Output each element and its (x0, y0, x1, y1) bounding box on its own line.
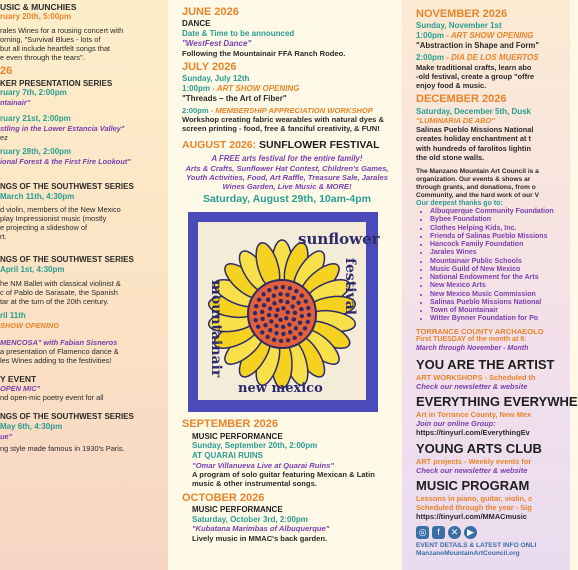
event-date: Saturday, December 5th, Dusk (416, 106, 532, 116)
sunflower-seed (288, 330, 292, 334)
sunflower-seed (253, 318, 257, 322)
section-title: TORRANCE COUNTY ARCHAEOLO (416, 326, 544, 336)
right-column (402, 0, 578, 570)
social-icons (416, 526, 570, 539)
series-title: KER PRESENTATION SERIES (0, 78, 113, 88)
month-heading: JUNE 2026 (182, 6, 239, 18)
event-title: ue" (0, 431, 13, 441)
sunflower-seed (296, 301, 300, 305)
event-desc: e projecting a slideshow of (0, 223, 88, 233)
sunflower-seed (267, 288, 271, 292)
sunflower-seed (272, 301, 276, 305)
section-desc: Scheduled through the year - Sig (416, 502, 532, 512)
event-desc: Make traditional crafts, learn abo (416, 63, 532, 73)
event-date: First TUESDAY of the month at 6: (416, 335, 527, 343)
event-desc: Lively music in MMAC's back garden. (192, 533, 328, 543)
month-heading: SEPTEMBER 2026 (182, 418, 278, 431)
event-title: stling in the Lower Estancia Valley" (0, 123, 125, 133)
aug-label: AUGUST 2026: (182, 139, 257, 152)
event-type: MUSIC PERFORMANCE (192, 504, 283, 514)
sunflower-seed (284, 316, 288, 320)
event-desc: the old stone walls. (416, 152, 485, 162)
event-type: - DIA DE LOS MUERTOS (446, 53, 539, 63)
event-desc: d violin, members of the New Mexico (0, 205, 121, 215)
event-desc: rt. (0, 232, 7, 242)
sunflower-festival-artwork (188, 212, 378, 412)
event-date: April 1st, 4:30pm (0, 265, 65, 275)
event-date: Sunday, November 1st (416, 21, 502, 31)
sunflower-illustration (198, 222, 380, 400)
sunflower-seed (306, 306, 310, 310)
instagram-icon[interactable]: ◎ (416, 526, 429, 539)
month-heading: DECEMBER 2026 (416, 93, 507, 106)
section-desc: Art in Torrance County, New Mex (416, 409, 532, 419)
month-heading: OCTOBER 2026 (182, 491, 265, 504)
sunflower-seed (292, 296, 296, 300)
sponsor-item: • Hancock Family Foundation (430, 241, 570, 249)
sunflower-seed (254, 304, 258, 308)
sunflower-seed (272, 294, 276, 298)
sunflower-seed (253, 311, 257, 315)
sunflower-seed (307, 313, 311, 317)
event-date: Date & Time to be announced (182, 29, 295, 39)
sunflower-seed (279, 339, 283, 343)
event-date: Sunday, July 12th (182, 74, 250, 84)
section-desc: Lessons in piano, guitar, violin, c (416, 493, 533, 503)
series-title: NGS OF THE SOUTHWEST SERIES (0, 181, 134, 191)
event-desc: e even through the tears". (0, 53, 85, 63)
sunflower-seed (298, 321, 302, 325)
sunflower-seed (287, 323, 291, 327)
event-desc: he NM Ballet with classical violinist & (0, 278, 121, 288)
sunflower-seed (261, 292, 265, 296)
event-title: ional Forest & the First Fire Lookout" (0, 156, 131, 166)
sunflower-seed (260, 330, 264, 334)
sponsor-item: • Albuquerque Community Foundation (430, 208, 570, 216)
sunflower-seed (281, 285, 285, 289)
sunflower-seed (292, 317, 296, 321)
sunflower-seed (274, 286, 278, 290)
sunflower-seed (300, 314, 304, 318)
event-desc: Salinas Pueblo Missions National (416, 125, 534, 135)
sponsor-item: • Witter Bynner Foundation for Po (430, 315, 570, 323)
sunflower-seed (290, 304, 294, 308)
month-heading: NOVEMBER 2026 (416, 8, 508, 20)
sunflower-seed (281, 325, 285, 329)
sunflower-seed (278, 318, 282, 322)
sunflower-seed (262, 303, 266, 307)
sunflower-seed (288, 286, 292, 290)
event-desc: creates holiday enchantment at t (416, 134, 531, 144)
sponsor-item: • National Endowment for the Arts (430, 274, 570, 282)
sunflower-seed (299, 307, 303, 311)
event-title: "LUMINARIA DE ABO" (416, 116, 495, 126)
event-date: Sunday, September 20th, 2:00pm (192, 441, 318, 451)
youtube-icon[interactable]: ▶ (464, 526, 477, 539)
sunflower-seed (298, 332, 302, 336)
event-desc: Following the Mountainair FFA Ranch Rodeo. (182, 48, 346, 58)
sunflower-seed (279, 299, 283, 303)
event-type: MUSIC PERFORMANCE (192, 431, 283, 441)
event-date: ruary 20th, 5:00pm (0, 12, 72, 22)
event-desc: play Impressionist music (mostly (0, 214, 107, 224)
sunflower-seed (263, 323, 267, 327)
event-desc: with hundreds of farolitos lightin (416, 143, 531, 153)
sunflower-seed (266, 298, 270, 302)
event-title: "Omar Villanueva Live at Quarai Ruins" (192, 460, 334, 470)
sunflower-seed (274, 314, 278, 318)
event-title: ntainair" (0, 98, 31, 108)
sunflower-seed (294, 289, 298, 293)
sponsor-list (416, 208, 570, 324)
event-desc: ez (0, 132, 8, 142)
event-date: ruary 28th, 2:00pm (0, 146, 72, 156)
sunflower-seed (267, 313, 271, 317)
sunflower-seed (285, 300, 289, 304)
event-location: AT QUARAI RUINS (192, 451, 263, 461)
event-date: March 11th, 4:30pm (0, 191, 75, 201)
group-link[interactable]: https://tinyurl.com/EverythingEv (416, 427, 530, 437)
sunflower-seed (269, 319, 273, 323)
event-desc: nd open-mic poetry event for all (0, 393, 104, 403)
event-desc: tar at the turn of the 20th century. (0, 296, 109, 306)
sunflower-seed (293, 311, 297, 315)
sunflower-seed (281, 306, 285, 310)
event-time: 2:00pm (182, 105, 209, 115)
section-title: MUSIC PROGRAM (416, 477, 530, 493)
event-title: OPEN MIC" (0, 384, 41, 394)
event-desc: A program of solo guitar featuring Mexican & Latin music & other instrumental songs. (192, 470, 375, 489)
thanks-heading: Our deepest thanks go to: (416, 199, 503, 207)
sunflower-seed (278, 292, 282, 296)
sponsor-item: • New Mexico Music Commission (430, 291, 570, 299)
event-type: - MEMBERSHIP APPRECIATION WORKSHOP (210, 105, 373, 115)
sunflower-seed (268, 328, 272, 332)
card-bottom-text: new mexico (238, 381, 323, 397)
sunflower-seed (286, 338, 290, 342)
sunflower-seed (268, 306, 272, 310)
about-text: through grants, and donations, from o (416, 183, 536, 191)
series-title: NGS OF THE SOUTHWEST SERIES (0, 255, 134, 265)
festival-tagline: A FREE arts festival for the entire family! (211, 154, 363, 164)
card-title-text: sunflower (298, 230, 380, 249)
event-desc: Workshop creating fabric wearables with natural dyes & screen printing - food, free & fanciful creativity, & FUN! (182, 114, 384, 134)
event-title: USIC & MUNCHIES (0, 2, 77, 12)
section-title: YOUNG ARTS CLUB (416, 440, 542, 456)
card-side-text: festival (342, 258, 358, 316)
section-desc: Join our online Group: (416, 418, 496, 428)
event-date: ruary 21st, 2:00pm (0, 114, 71, 124)
sunflower-seed (256, 325, 260, 329)
sponsor-item: • Salinas Pueblo Missions National (430, 299, 570, 307)
event-type: Y EVENT (0, 373, 37, 384)
footer-text: EVENT DETAILS & LATEST INFO ONLI (416, 541, 537, 549)
website-link[interactable]: ManzanoMountainArtCouncil.org (416, 549, 520, 557)
event-type: - ART SHOW OPENING (446, 31, 534, 41)
event-title: "Threads – the Art of Fiber" (182, 93, 287, 103)
event-desc: a presentation of Flamenco dance & (0, 346, 119, 356)
event-type: - ART SHOW OPENING (212, 84, 300, 94)
sunflower-seed (303, 326, 307, 330)
event-desc: enjoy food & music. (416, 81, 487, 91)
sunflower-seed (306, 320, 310, 324)
sunflower-seed (285, 293, 289, 297)
sunflower-seed (281, 332, 285, 336)
event-desc: orning, "Survival Blues - lots of (0, 35, 101, 45)
event-time: 2:00pm (416, 53, 445, 63)
month-heading: JULY 2026 (182, 60, 237, 73)
section-link-text: Check our newsletter & website (416, 465, 528, 475)
section-title: EVERYTHING EVERYWHE (416, 393, 578, 409)
sunflower-seed (272, 338, 276, 342)
middle-column (168, 0, 400, 570)
event-desc: -old festival, create a group "offre (416, 72, 535, 82)
sunflower-seed (274, 331, 278, 335)
event-time: 1:00pm (182, 84, 211, 94)
sunflower-seed (300, 294, 304, 298)
event-desc: but all include heartfelt songs that (0, 44, 111, 54)
event-title: "Kubatana Marimbas of Albuquerque" (192, 524, 330, 534)
sponsor-item: • Town of Mountainair (430, 307, 570, 315)
year-heading: 26 (0, 65, 13, 78)
event-date: ruary 7th, 2:00pm (0, 88, 67, 98)
x-icon[interactable]: ✕ (448, 526, 461, 539)
sunflower-seed (304, 299, 308, 303)
festival-title: SUNFLOWER FESTIVAL (259, 139, 380, 152)
event-time: 1:00pm (416, 31, 445, 41)
sponsor-item: • Mountainair Public Schools (430, 258, 570, 266)
card-left-text: mountainair (208, 280, 224, 378)
sponsor-item: • Clothes Helping Kids, Inc. (430, 225, 570, 233)
sunflower-seed (265, 335, 269, 339)
series-title: NGS OF THE SOUTHWEST SERIES (0, 412, 134, 422)
event-type: SHOW OPENING (0, 320, 60, 330)
event-desc: c of Pablo de Sarasate, the Spanish (0, 287, 118, 297)
event-desc: les Wines adding to the festivities! (0, 355, 112, 365)
sunflower-seed (260, 317, 264, 321)
event-title: MENCOSA" with Fabian Sisneros (0, 337, 118, 347)
section-desc: ART projects - Weekly events for (416, 456, 532, 466)
about-text: The Manzano Mountain Art Council is a (416, 167, 539, 175)
festival-date: Saturday, August 29th, 10am-4pm (202, 193, 372, 206)
sponsor-item: • Jarales Wines (430, 249, 570, 257)
music-link[interactable]: https://tinyurl.com/MMACmusic (416, 511, 527, 521)
left-column (0, 0, 168, 570)
event-title: "WestFest Dance" (182, 38, 252, 48)
about-text: organization. Our events & shows ar (416, 175, 531, 183)
sunflower-seed (257, 298, 261, 302)
about-text: Community, and the hard work of our V (416, 191, 539, 199)
sunflower-seed (275, 308, 279, 312)
event-desc: rales Wines for a rousing concert with (0, 26, 124, 36)
event-title: "Abstraction in Shape and Form" (416, 40, 540, 50)
sunflower-seed (292, 336, 296, 340)
section-desc: ART WORKSHOPS - Scheduled th (416, 372, 536, 382)
sunflower-seed (286, 310, 290, 314)
sunflower-seed (294, 326, 298, 330)
event-date: Saturday, October 3rd, 2:00pm (192, 514, 308, 524)
event-date: ril 11th (0, 310, 26, 320)
section-link-text: Check our newsletter & website (416, 381, 528, 391)
facebook-icon[interactable]: f (432, 526, 445, 539)
festival-activities: Arts & Crafts, Sunflower Hat Contest, Children's Games, Youth Activities, Food, Art Raffle, Treasure Sale, Jarales Wines Garden, Live Music & MORE! (185, 163, 389, 192)
section-title: YOU ARE THE ARTIST (416, 357, 555, 373)
event-desc: ng style made famous in 1930's Paris. (0, 443, 125, 453)
event-date: May 6th, 4:30pm (0, 422, 63, 432)
sponsor-item: • New Mexico Arts (430, 282, 570, 290)
sponsor-item: • Bybee Foundation (430, 216, 570, 224)
sunflower-seed (274, 324, 278, 328)
sponsor-item: • Friends of Salinas Pueblo Missions (430, 233, 570, 241)
sponsor-item: • Music Guild of New Mexico (430, 266, 570, 274)
event-desc: March through November - Month (416, 344, 529, 352)
sunflower-seed (260, 310, 264, 314)
event-type: DANCE (182, 19, 211, 29)
